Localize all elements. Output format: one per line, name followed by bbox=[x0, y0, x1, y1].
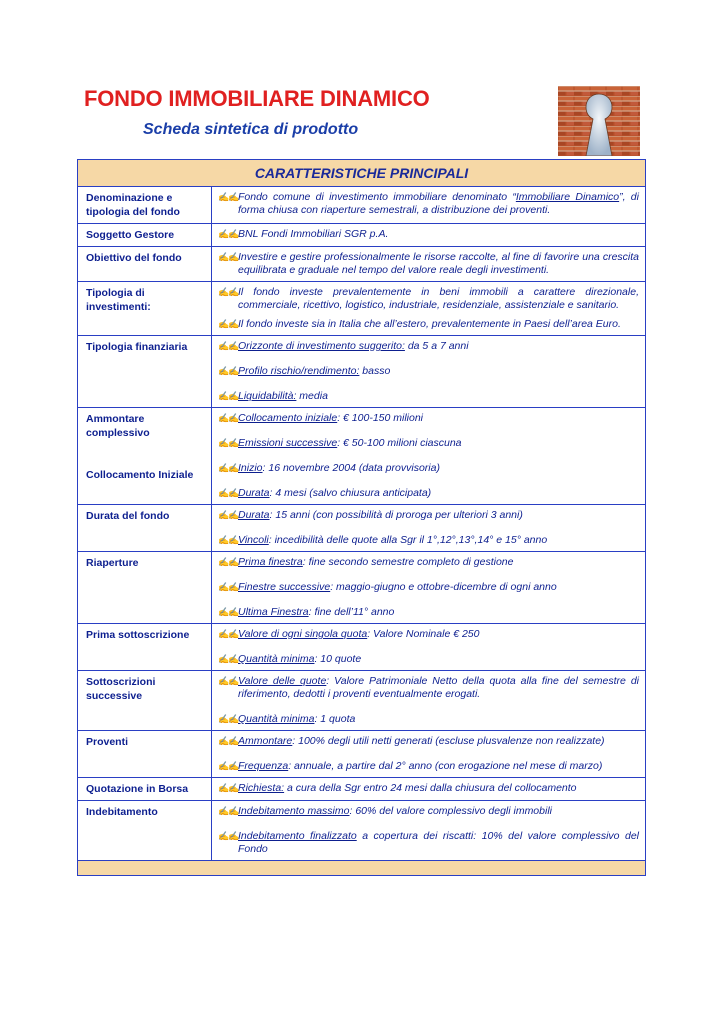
underlined-term: Ultima Finestra bbox=[238, 606, 309, 618]
underlined-term: Immobiliare Dinamico bbox=[515, 191, 620, 203]
point-text: : € 50-100 milioni ciascuna bbox=[337, 437, 462, 449]
point-text: basso bbox=[359, 365, 391, 377]
row-label: Prima sottoscrizione bbox=[86, 629, 190, 641]
writing-hand-icon: ✍✍ bbox=[218, 391, 239, 401]
writing-hand-icon: ✍✍ bbox=[218, 831, 239, 841]
row-label-cell bbox=[78, 552, 212, 624]
point-text: : 1 quota bbox=[314, 713, 356, 725]
point-text: : annuale, a partire dal 2° anno (con erogazione nel mese di marzo) bbox=[288, 760, 603, 772]
writing-hand-icon: ✍✍ bbox=[218, 783, 239, 793]
keyhole-brick-wall-logo bbox=[558, 86, 640, 156]
table-row bbox=[78, 187, 646, 224]
point-text: : 4 mesi (salvo chiusura anticipata) bbox=[269, 487, 432, 499]
row-label: Durata del fondo bbox=[86, 510, 170, 522]
writing-hand-icon: ✍✍ bbox=[218, 676, 239, 686]
writing-hand-icon: ✍✍ bbox=[218, 229, 239, 239]
table-heading: CARATTERISTICHE PRINCIPALI bbox=[78, 160, 646, 187]
row-value-cell bbox=[212, 282, 646, 336]
row-label: Riaperture bbox=[86, 557, 139, 569]
row-label-cell bbox=[78, 408, 212, 505]
row-value-cell bbox=[212, 408, 646, 505]
underlined-term: Indebitamento massimo bbox=[238, 805, 350, 817]
writing-hand-icon: ✍✍ bbox=[218, 607, 239, 617]
row-label: Indebitamento bbox=[86, 806, 158, 818]
table-row bbox=[78, 552, 646, 624]
row-value-cell bbox=[212, 671, 646, 731]
row-value-cell bbox=[212, 187, 646, 224]
underlined-term: Finestre successive bbox=[238, 581, 331, 593]
row-label: Ammontare complessivo bbox=[86, 413, 150, 439]
bullet-point bbox=[218, 830, 639, 856]
row-label: Denominazione e tipologia del fondo bbox=[86, 192, 180, 218]
writing-hand-icon: ✍✍ bbox=[218, 629, 239, 639]
underlined-term: Valore delle quote bbox=[238, 675, 327, 687]
underlined-term: Profilo rischio/rendimento: bbox=[238, 365, 360, 377]
underlined-term: Orizzonte di investimento suggerito: bbox=[238, 340, 405, 352]
writing-hand-icon: ✍✍ bbox=[218, 510, 239, 520]
point-text: BNL Fondi Immobiliari SGR p.A. bbox=[238, 228, 389, 240]
row-label: Quotazione in Borsa bbox=[86, 783, 189, 795]
bullet-point bbox=[218, 735, 639, 748]
row-value-cell bbox=[212, 224, 646, 247]
table-row bbox=[78, 731, 646, 778]
bullet-point bbox=[218, 713, 639, 726]
bullet-point bbox=[218, 462, 639, 475]
writing-hand-icon: ✍✍ bbox=[218, 806, 239, 816]
point-text: : 60% del valore complessivo degli immobili bbox=[349, 805, 552, 817]
bullet-point bbox=[218, 782, 639, 795]
writing-hand-icon: ✍✍ bbox=[218, 366, 239, 376]
writing-hand-icon: ✍✍ bbox=[218, 287, 239, 297]
point-text: : incedibilità delle quote alla Sgr il 1°,12°,13°,14° e 15° anno bbox=[268, 534, 548, 546]
table-row bbox=[78, 801, 646, 861]
writing-hand-icon: ✍✍ bbox=[218, 736, 239, 746]
row-label: Obiettivo del fondo bbox=[86, 252, 182, 264]
bullet-point bbox=[218, 556, 639, 569]
bullet-point bbox=[218, 286, 639, 312]
underlined-term: Frequenza bbox=[238, 760, 289, 772]
point-text: : € 100-150 milioni bbox=[337, 412, 424, 424]
underlined-term: Collocamento iniziale bbox=[238, 412, 338, 424]
document-title: FONDO IMMOBILIARE DINAMICO bbox=[84, 86, 430, 111]
bullet-point bbox=[218, 628, 639, 641]
row-value-cell bbox=[212, 336, 646, 408]
writing-hand-icon: ✍✍ bbox=[218, 252, 239, 262]
writing-hand-icon: ✍✍ bbox=[218, 714, 239, 724]
underlined-term: Ammontare bbox=[238, 735, 293, 747]
underlined-term: Prima finestra bbox=[238, 556, 303, 568]
bullet-point bbox=[218, 675, 639, 701]
writing-hand-icon: ✍✍ bbox=[218, 557, 239, 567]
row-label-cell bbox=[78, 624, 212, 671]
table-row bbox=[78, 505, 646, 552]
row-label-cell bbox=[78, 801, 212, 861]
point-text: : fine secondo semestre completo di gestione bbox=[302, 556, 514, 568]
underlined-term: Quantità minima bbox=[238, 713, 315, 725]
footer-band bbox=[78, 861, 646, 876]
point-text: Il fondo investe sia in Italia che all’estero, prevalentemente in Paesi dell’area Euro. bbox=[238, 318, 621, 330]
point-text: : Valore Nominale € 250 bbox=[367, 628, 480, 640]
underlined-term: Quantità minima bbox=[238, 653, 315, 665]
bullet-point bbox=[218, 606, 639, 619]
bullet-point bbox=[218, 534, 639, 547]
writing-hand-icon: ✍✍ bbox=[218, 582, 239, 592]
row-label-cell bbox=[78, 505, 212, 552]
row-label: Sottoscrizioni successive bbox=[86, 676, 156, 702]
point-text: : 10 quote bbox=[314, 653, 362, 665]
point-text: a cura della Sgr entro 24 mesi dalla chiusura del collocamento bbox=[284, 782, 577, 794]
row-label-cell bbox=[78, 778, 212, 801]
point-text: media bbox=[296, 390, 328, 402]
row-value-cell bbox=[212, 505, 646, 552]
bullet-point bbox=[218, 653, 639, 666]
point-text: : 16 novembre 2004 (data provvisoria) bbox=[262, 462, 440, 474]
table-row bbox=[78, 224, 646, 247]
bullet-point bbox=[218, 760, 639, 773]
bullet-point bbox=[218, 228, 639, 241]
bullet-point bbox=[218, 581, 639, 594]
table-row bbox=[78, 408, 646, 505]
underlined-term: Richiesta: bbox=[238, 782, 285, 794]
writing-hand-icon: ✍✍ bbox=[218, 488, 239, 498]
row-value-cell bbox=[212, 801, 646, 861]
underlined-term: Indebitamento finalizzato bbox=[238, 830, 357, 842]
table-row bbox=[78, 247, 646, 282]
document-subtitle: Scheda sintetica di prodotto bbox=[143, 121, 359, 138]
point-text: : 15 anni (con possibilità di proroga per ulteriori 3 anni) bbox=[269, 509, 523, 521]
underlined-term: Valore di ogni singola quota bbox=[238, 628, 368, 640]
bullet-point bbox=[218, 487, 639, 500]
table-row bbox=[78, 671, 646, 731]
row-value-cell bbox=[212, 552, 646, 624]
row-label-cell bbox=[78, 224, 212, 247]
bullet-point bbox=[218, 318, 639, 331]
writing-hand-icon: ✍✍ bbox=[218, 535, 239, 545]
bullet-point bbox=[218, 390, 639, 403]
row-label: Tipologia finanziaria bbox=[86, 341, 188, 353]
bullet-point bbox=[218, 509, 639, 522]
table-row bbox=[78, 624, 646, 671]
point-text: Investire e gestire professionalmente le risorse raccolte, al fine di favorire una crescita equilibrata e graduale nel tempo del valore reale degli investimenti. bbox=[238, 251, 639, 276]
table-row bbox=[78, 778, 646, 801]
row-label: Proventi bbox=[86, 736, 129, 748]
point-text: Il fondo investe prevalentemente in beni immobili a carattere direzionale, commerciale, ricettivo, logistico, industriale, residenziale, assistenziale e sanitario. bbox=[238, 286, 639, 311]
writing-hand-icon: ✍✍ bbox=[218, 192, 239, 202]
underlined-term: Durata bbox=[238, 487, 270, 499]
writing-hand-icon: ✍✍ bbox=[218, 654, 239, 664]
point-text: : maggio-giugno e ottobre-dicembre di ogni anno bbox=[330, 581, 557, 593]
bullet-point bbox=[218, 191, 639, 217]
point-text: ”, di forma chiusa con riaperture semestrali, a distribuzione dei proventi. bbox=[238, 191, 639, 216]
row-label-cell bbox=[78, 187, 212, 224]
row-label-cell bbox=[78, 731, 212, 778]
row-label-cell bbox=[78, 336, 212, 408]
table-row bbox=[78, 336, 646, 408]
row-label: Tipologia di investimenti: bbox=[86, 287, 151, 313]
bullet-point bbox=[218, 437, 639, 450]
product-summary-table bbox=[77, 159, 646, 876]
row-label: Soggetto Gestore bbox=[86, 229, 175, 241]
point-text: da 5 a 7 anni bbox=[404, 340, 469, 352]
writing-hand-icon: ✍✍ bbox=[218, 413, 239, 423]
row-value-cell bbox=[212, 778, 646, 801]
bullet-point bbox=[218, 412, 639, 425]
bullet-point bbox=[218, 251, 639, 277]
row-label-cell bbox=[78, 282, 212, 336]
bullet-point bbox=[218, 340, 639, 353]
underlined-term: Emissioni successive bbox=[238, 437, 338, 449]
underlined-term: Liquidabilità: bbox=[238, 390, 297, 402]
underlined-term: Durata bbox=[238, 509, 270, 521]
row-value-cell bbox=[212, 731, 646, 778]
bullet-point bbox=[218, 805, 639, 818]
point-text: a copertura dei riscatti: 10% del valore complessivo del Fondo bbox=[238, 830, 639, 855]
row-label-cell bbox=[78, 247, 212, 282]
row-value-cell bbox=[212, 247, 646, 282]
writing-hand-icon: ✍✍ bbox=[218, 341, 239, 351]
table-footer-band bbox=[78, 861, 646, 876]
writing-hand-icon: ✍✍ bbox=[218, 438, 239, 448]
row-value-cell bbox=[212, 624, 646, 671]
point-text: : 100% degli utili netti generati (escluse plusvalenze non realizzate) bbox=[292, 735, 605, 747]
writing-hand-icon: ✍✍ bbox=[218, 463, 239, 473]
underlined-term: Vincoli bbox=[238, 534, 269, 546]
point-text: Fondo comune di investimento immobiliare denominato “ bbox=[238, 191, 516, 203]
bullet-point bbox=[218, 365, 639, 378]
writing-hand-icon: ✍✍ bbox=[218, 319, 239, 329]
point-text: : fine dell’11° anno bbox=[308, 606, 395, 618]
table-row bbox=[78, 282, 646, 336]
row-label-cell bbox=[78, 671, 212, 731]
underlined-term: Inizio bbox=[238, 462, 263, 474]
row-label-secondary: Collocamento Iniziale bbox=[86, 469, 194, 481]
point-text: : Valore Patrimoniale Netto della quota alla fine del semestre di riferimento, dedotti i proventi eventualmente erogati. bbox=[238, 675, 639, 700]
writing-hand-icon: ✍✍ bbox=[218, 761, 239, 771]
